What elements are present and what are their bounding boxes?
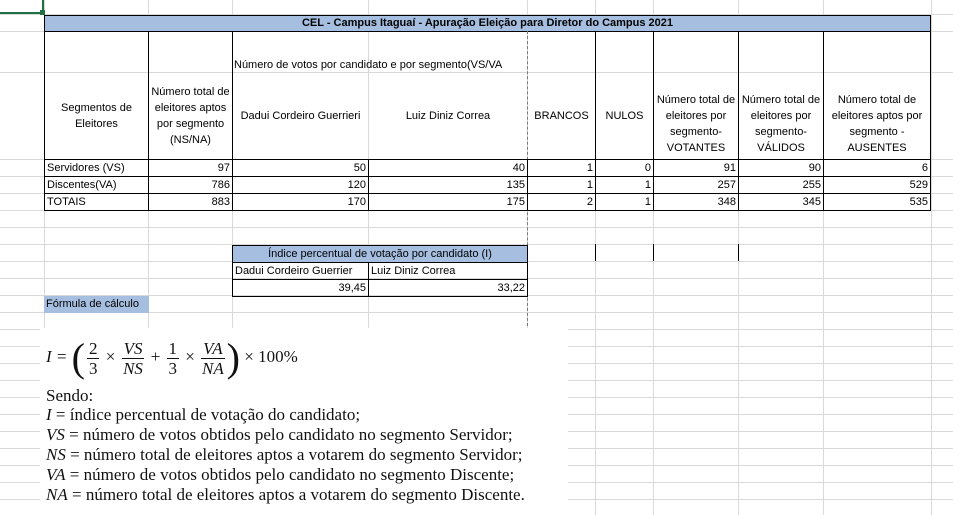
- cell-votantes[interactable]: 257: [653, 176, 739, 194]
- border-segment: [595, 244, 596, 261]
- border-segment: [653, 244, 654, 261]
- indice-candidato-2[interactable]: Luiz Diniz Correa: [368, 262, 528, 280]
- formula-image: [40, 328, 568, 515]
- header-aptos[interactable]: Número total de eleitores aptos por segmento (NS/NA): [151, 86, 230, 146]
- cell-candidato-2[interactable]: 135: [368, 176, 528, 194]
- header-votantes[interactable]: Número total de eleitores por segmento- VOTANTES: [656, 94, 736, 154]
- cell-segmento[interactable]: Servidores (VS): [44, 159, 149, 177]
- formula-def: I = índice percentual de votação do candidato;: [46, 405, 361, 424]
- cell-aptos[interactable]: 97: [148, 159, 233, 177]
- cell-validos[interactable]: 90: [738, 159, 824, 177]
- cell-aptos[interactable]: 883: [148, 193, 233, 211]
- header-candidato-1[interactable]: Dadui Cordeiro Guerrieri: [240, 110, 361, 122]
- cell-candidato-1[interactable]: 170: [232, 193, 369, 211]
- cell-validos[interactable]: 345: [738, 193, 824, 211]
- cell-ausentes[interactable]: 6: [823, 159, 931, 177]
- indice-valor-1[interactable]: 39,45: [232, 279, 369, 297]
- formula-label[interactable]: Fórmula de cálculo: [44, 296, 149, 313]
- header-nulos[interactable]: NULOS: [605, 110, 644, 122]
- cell-votantes[interactable]: 348: [653, 193, 739, 211]
- cell-nulos[interactable]: 1: [595, 193, 654, 211]
- cell-nulos[interactable]: 0: [595, 159, 654, 177]
- fraction: $\frac{1}{3}$: [168, 338, 178, 378]
- formula-def: NA = número total de eleitores aptos a votarem do segmento Discente.: [46, 485, 525, 504]
- cell-candidato-1[interactable]: 50: [232, 159, 369, 177]
- formula-sendo: Sendo:: [46, 386, 94, 405]
- cell-ausentes[interactable]: 529: [823, 176, 931, 194]
- indice-header[interactable]: Índice percentual de votação por candidato (I): [232, 245, 528, 263]
- cell-brancos[interactable]: 1: [527, 176, 596, 194]
- border-segment: [738, 244, 739, 261]
- cell-segmento[interactable]: TOTAIS: [44, 193, 149, 211]
- formula-def: NS = número total de eleitores aptos a votarem do segmento Servidor;: [46, 445, 523, 464]
- fraction: $\frac{VS}{NS}$: [123, 338, 143, 378]
- cell-nulos[interactable]: 1: [595, 176, 654, 194]
- cell-validos[interactable]: 255: [738, 176, 824, 194]
- header-votes-title[interactable]: Número de votos por candidato e por segmento(VS/VA: [234, 59, 503, 71]
- header-candidato-2[interactable]: Luiz Diniz Correa: [405, 110, 491, 122]
- fraction: $\frac{VA}{NA}$: [202, 338, 224, 378]
- cell-votantes[interactable]: 91: [653, 159, 739, 177]
- cell-aptos[interactable]: 786: [148, 176, 233, 194]
- formula-equation: I = ( $\frac{2}{3}$ × $\frac{VS}{NS}$ + $\frac{1}{3}$ × $\frac{VA}{NA}$ ) × 100%: [46, 335, 298, 380]
- header-brancos[interactable]: BRANCOS: [534, 110, 589, 122]
- cell-candidato-1[interactable]: 120: [232, 176, 369, 194]
- cell-segmento[interactable]: Discentes(VA): [44, 176, 149, 194]
- fraction: $\frac{2}{3}$: [88, 338, 98, 378]
- cell-ausentes[interactable]: 535: [823, 193, 931, 211]
- indice-valor-2[interactable]: 33,22: [368, 279, 528, 297]
- cell-brancos[interactable]: 2: [527, 193, 596, 211]
- header-ausentes[interactable]: Número total de eleitores aptos por segmento - AUSENTES: [831, 94, 923, 154]
- cell-brancos[interactable]: 1: [527, 159, 596, 177]
- formula-def: VS = número de votos obtidos pelo candidato no segmento Servidor;: [46, 425, 513, 444]
- cell-candidato-2[interactable]: 175: [368, 193, 528, 211]
- formula-def: VA = número de votos obtidos pelo candidato no segmento Discente;: [46, 465, 515, 484]
- cell-candidato-2[interactable]: 40: [368, 159, 528, 177]
- sheet-title[interactable]: CEL - Campus Itaguaí - Apuração Eleição para Diretor do Campus 2021: [44, 15, 931, 32]
- header-validos[interactable]: Número total de eleitores por segmento- VÁLIDOS: [741, 94, 821, 154]
- indice-candidato-1[interactable]: Dadui Cordeiro Guerrier: [232, 262, 369, 280]
- active-cell-indicator[interactable]: [0, 0, 44, 14]
- formula-lhs: I =: [46, 346, 68, 366]
- header-segmentos[interactable]: Segmentos de Eleitores: [61, 102, 132, 130]
